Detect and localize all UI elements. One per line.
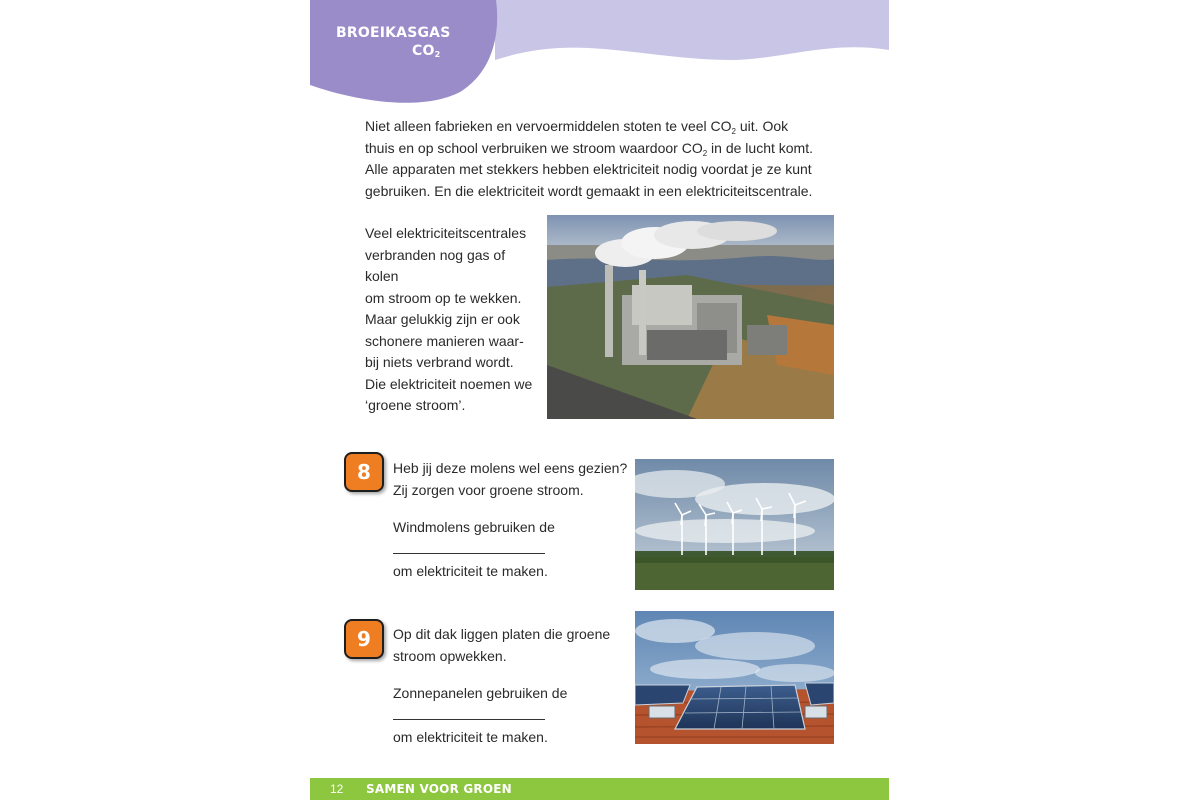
solar-panels-photo xyxy=(635,611,834,744)
question-9-text xyxy=(393,624,628,667)
question-line: Zij zorgen voor groene stroom. xyxy=(393,481,584,498)
paragraph-line: Veel elektriciteitscentrales xyxy=(365,225,527,241)
page-footer xyxy=(310,778,889,800)
intro-paragraph xyxy=(365,116,820,202)
paragraph-line: Die elektriciteit noemen we xyxy=(365,375,533,392)
question-8-text xyxy=(393,458,628,501)
section-title-line2 xyxy=(336,42,451,64)
page-number: 12 xyxy=(330,782,344,796)
section-title-co: CO xyxy=(412,43,435,59)
co2-subscript: 2 xyxy=(731,127,736,136)
intro-text-3: in de lucht komt. Alle apparaten met stekkers hebben elektriciteit nodig voordat je ze kunt gebruiken. En die elektriciteit wordt gemaakt in een elektriciteitscentrale. xyxy=(365,139,813,199)
workbook-page xyxy=(310,0,889,800)
paragraph-line: ‘groene stroom’. xyxy=(365,397,466,413)
question-8-prompt: Windmolens gebruiken de xyxy=(393,519,555,535)
question-9-suffix: om elektriciteit te maken. xyxy=(393,729,548,745)
co2-subscript: 2 xyxy=(702,148,708,158)
answer-blank-8[interactable] xyxy=(393,553,545,554)
paragraph-line: om stroom op te wekken. xyxy=(365,289,522,306)
section-title-subscript: 2 xyxy=(434,50,441,59)
power-plant-paragraph xyxy=(365,223,535,417)
paragraph-line: Maar gelukkig zijn er ook xyxy=(365,311,520,327)
question-9-badge: 9 xyxy=(344,619,384,659)
wind-turbines-photo xyxy=(635,459,834,590)
footer-title: SAMEN VOOR GROEN xyxy=(366,782,512,796)
power-plant-photo xyxy=(547,215,834,419)
question-9-prompt: Zonnepanelen gebruiken de xyxy=(393,685,568,701)
section-title-line1: BROEIKASGAS xyxy=(336,25,451,41)
answer-blank-9[interactable] xyxy=(393,719,545,720)
question-8-badge: 8 xyxy=(344,452,384,492)
intro-text-2: uit. Ook thuis en op school verbruiken we stroom waardoor CO xyxy=(365,118,789,156)
intro-text-1: Niet alleen fabrieken en vervoermiddelen stoten te veel CO xyxy=(365,118,732,134)
question-line: stroom opwekken. xyxy=(393,647,507,664)
paragraph-line: verbranden nog gas of kolen xyxy=(365,246,506,284)
question-line: Op dit dak liggen platen die groene xyxy=(393,626,611,642)
paragraph-line: bij niets verbrand wordt. xyxy=(365,354,514,370)
section-title xyxy=(336,24,451,64)
question-8-suffix: om elektriciteit te maken. xyxy=(393,563,548,579)
paragraph-line: schonere manieren waar- xyxy=(365,332,524,349)
question-line: Heb jij deze molens wel eens gezien? xyxy=(393,460,628,476)
